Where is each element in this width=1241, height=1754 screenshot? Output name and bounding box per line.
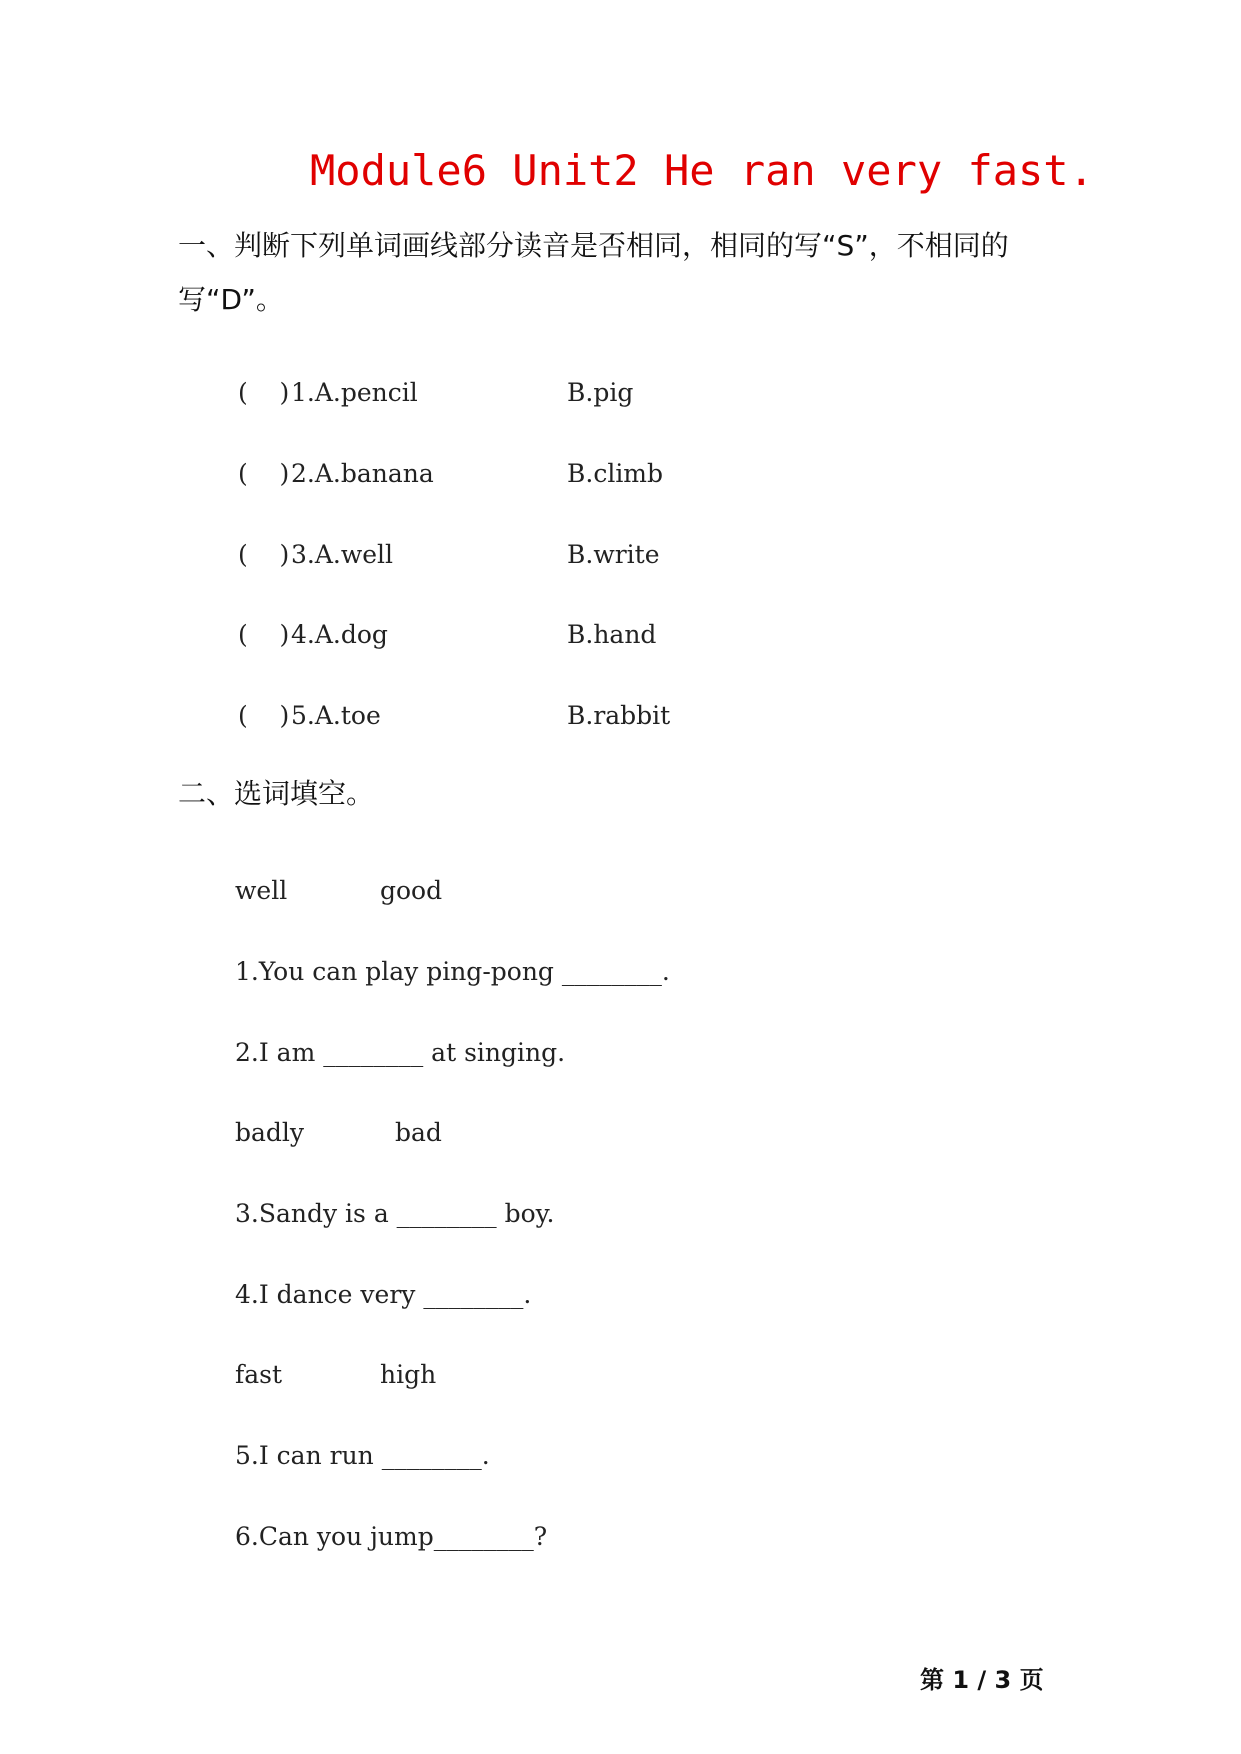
section2-heading: 二、选词填空。 <box>178 777 375 810</box>
word-choice: badly <box>235 1118 305 1147</box>
option-a: 3.A.well <box>291 540 394 569</box>
word-choice: well <box>235 876 288 905</box>
section1-heading-line1: 一、判断下列单词画线部分读音是否相同，相同的写“S”，不相同的 <box>178 229 1009 262</box>
word-choice: bad <box>395 1118 442 1147</box>
fill-sentence: 3.Sandy is a ________ boy. <box>235 1199 555 1228</box>
fill-sentence: 6.Can you jump________? <box>235 1522 548 1551</box>
answer-paren[interactable]: ( ) <box>238 701 290 730</box>
answer-paren[interactable]: ( ) <box>238 459 290 488</box>
word-choice: good <box>380 876 443 905</box>
option-a: 2.A.banana <box>291 459 434 488</box>
fill-sentence: 2.I am ________ at singing. <box>235 1038 566 1067</box>
answer-paren[interactable]: ( ) <box>238 620 290 649</box>
answer-paren[interactable]: ( ) <box>238 540 290 569</box>
word-choice: high <box>380 1360 437 1389</box>
page-title: Module6 Unit2 He ran very fast. <box>310 146 1094 195</box>
option-b: B.hand <box>567 620 657 649</box>
option-b: B.write <box>567 540 660 569</box>
option-b: B.climb <box>567 459 664 488</box>
fill-sentence: 4.I dance very ________. <box>235 1280 532 1309</box>
word-choice: fast <box>235 1360 283 1389</box>
option-b: B.pig <box>567 378 634 407</box>
option-a: 1.A.pencil <box>291 378 418 407</box>
option-b: B.rabbit <box>567 701 671 730</box>
fill-sentence: 5.I can run ________. <box>235 1441 490 1470</box>
answer-paren[interactable]: ( ) <box>238 378 290 407</box>
fill-sentence: 1.You can play ping-pong ________. <box>235 957 670 986</box>
option-a: 4.A.dog <box>291 620 388 649</box>
option-a: 5.A.toe <box>291 701 381 730</box>
page-number: 第 1 / 3 页 <box>920 1666 1044 1694</box>
section1-heading-line2: 写“D”。 <box>178 283 284 316</box>
